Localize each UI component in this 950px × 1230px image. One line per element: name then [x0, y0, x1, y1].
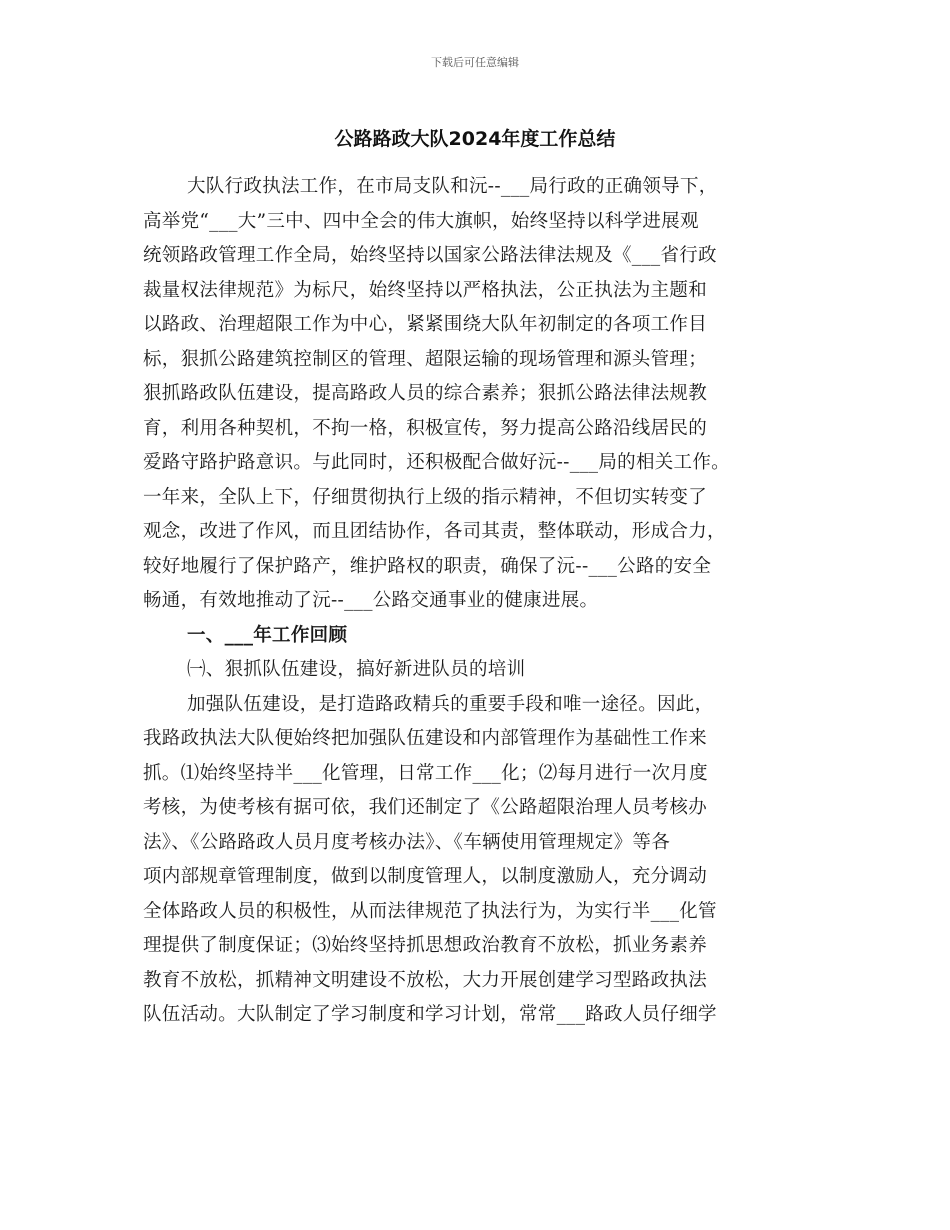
- document-title: 公路路政大队2024年度工作总结: [334, 128, 616, 150]
- paragraph-line: 狠抓路政队伍建设，提高路政人员的综合素养；狠抓公路法律法规教: [143, 383, 708, 404]
- paragraph-line: 观念，改进了作风，而且团结协作，各司其责，整体联动，形成合力，: [143, 521, 726, 542]
- paragraph-line: 以路政、治理超限工作为中心，紧紧围绕大队年初制定的各项工作目: [143, 314, 708, 335]
- paragraph-line: 高举党“___大”三中、四中全会的伟大旗帜，始终坚持以科学进展观: [143, 210, 699, 232]
- paragraph-line: 项内部规章管理制度，做到以制度管理人，以制度激励人，充分调动: [143, 866, 708, 887]
- paragraph-line: 爱路守路护路意识。与此同时，还积极配合做好沅--___局的相关工作。: [143, 452, 730, 473]
- paragraph-line: 统领路政管理工作全局，始终坚持以国家公路法律法规及《___省行政: [143, 245, 717, 266]
- paragraph-line: 全体路政人员的积极性，从而法律规范了执法行为，为实行半___化管: [143, 900, 717, 922]
- document-body: [143, 170, 823, 1033]
- paragraph-line: 育，利用各种契机，不拘一格，积极宣传，努力提高公路沿线居民的: [143, 417, 708, 439]
- subsection-heading: ㈠、狠抓队伍建设，搞好新进队员的培训: [187, 659, 526, 680]
- paragraph-line: 大队行政执法工作，在市局支队和沅--___局行政的正确领导下，: [187, 176, 718, 197]
- paragraph-line: 考核，为使考核有据可依，我们还制定了《公路超限治理人员考核办: [143, 797, 708, 818]
- section-heading: 一、___年工作回顾: [187, 624, 348, 646]
- paragraph-line: 裁量权法律规范》为标尺，始终坚持以严格执法，公正执法为主题和: [143, 279, 708, 301]
- paragraph-line: 队伍活动。大队制定了学习制度和学习计划，常常___路政人员仔细学: [143, 1004, 717, 1025]
- paragraph-line: 畅通，有效地推动了沅--___公路交通事业的健康进展。: [143, 590, 599, 611]
- paragraph-line: 抓。⑴始终坚持半___化管理，日常工作___化；⑵每月进行一次月度: [143, 762, 708, 784]
- paragraph-line: 我路政执法大队便始终把加强队伍建设和内部管理作为基础性工作来: [143, 728, 708, 749]
- paragraph-line: 标，狠抓公路建筑控制区的管理、超限运输的现场管理和源头管理；: [143, 348, 708, 370]
- paragraph-line: 法》、《公路路政人员月度考核办法》、《车辆使用管理规定》等各: [143, 831, 671, 853]
- paragraph-line: 理提供了制度保证；⑶始终坚持抓思想政治教育不放松，抓业务素养: [143, 935, 708, 956]
- paragraph-line: 加强队伍建设，是打造路政精兵的重要手段和唯一途径。因此，: [187, 693, 714, 715]
- paragraph-line: 较好地履行了保护路产，维护路权的职责，确保了沅--___公路的安全: [143, 555, 712, 577]
- paragraph-line: 教育不放松，抓精神文明建设不放松，大力开展创建学习型路政执法: [143, 969, 708, 991]
- paragraph-line: 一年来，全队上下，仔细贯彻执行上级的指示精神，不但切实转变了: [143, 486, 708, 508]
- header-note: 下载后可任意编辑: [431, 56, 519, 69]
